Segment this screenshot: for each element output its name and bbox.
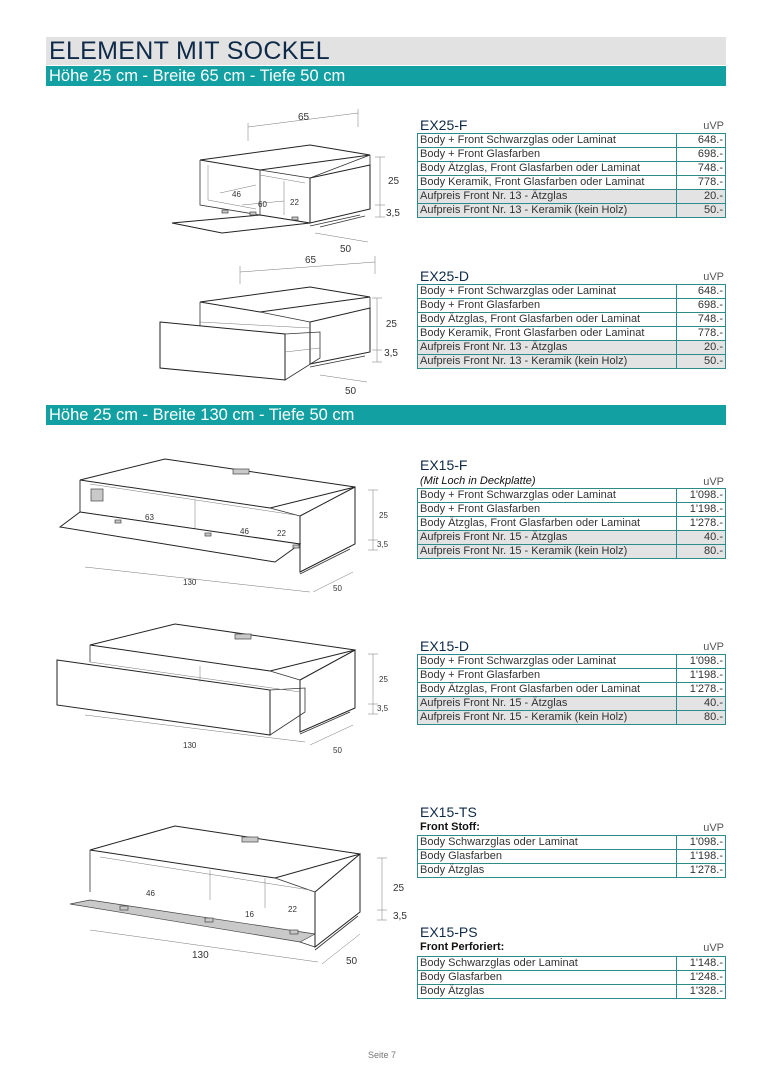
row-label: Body Glasfarben	[418, 971, 677, 985]
row-label: Body Ätzglas, Front Glasfarben oder Laminat	[418, 313, 677, 327]
page-title: ELEMENT MIT SOCKEL	[49, 37, 330, 65]
row-price: 1'278.-	[677, 683, 726, 697]
dim-inner-22: 22	[277, 529, 286, 538]
dim-width: 130	[192, 950, 209, 961]
price-table	[417, 284, 726, 369]
row-price: 778.-	[677, 176, 726, 190]
table-row	[418, 285, 726, 299]
row-label: Body Ätzglas, Front Glasfarben oder Laminat	[418, 517, 677, 531]
table-row	[418, 655, 726, 669]
product-name: EX15-D	[420, 638, 470, 654]
product-subtitle: Front Stoff:	[420, 821, 480, 833]
dim-depth: 50	[346, 956, 358, 967]
table-row	[418, 836, 726, 850]
product-name: EX15-TS	[420, 804, 477, 820]
dim-inner-22: 22	[290, 198, 299, 207]
row-label: Body Schwarzglas oder Laminat	[418, 957, 677, 971]
dim-height: 25	[393, 883, 405, 894]
dim-plinth: 3,5	[384, 348, 398, 359]
price-table	[417, 956, 726, 999]
table-row	[418, 683, 726, 697]
row-price: 1'098.-	[677, 655, 726, 669]
product-subtitle: Front Perforiert:	[420, 941, 505, 953]
row-price: 40.-	[677, 697, 726, 711]
row-price: 20.-	[677, 341, 726, 355]
dim-plinth: 3,5	[393, 911, 407, 922]
row-label: Body + Front Glasfarben	[418, 669, 677, 683]
table-row	[418, 148, 726, 162]
row-price: 1'328.-	[677, 985, 726, 999]
dim-inner-46: 46	[232, 190, 241, 199]
dim-inner-16: 16	[245, 910, 254, 919]
row-label: Aufpreis Front Nr. 13 - Ätzglas	[418, 190, 677, 204]
table-row	[418, 204, 726, 218]
table-row	[418, 355, 726, 369]
table-row	[418, 669, 726, 683]
row-price: 698.-	[677, 148, 726, 162]
row-label: Aufpreis Front Nr. 13 - Keramik (kein Holz)	[418, 204, 677, 218]
table-row	[418, 313, 726, 327]
row-price: 1'198.-	[677, 850, 726, 864]
table-row	[418, 341, 726, 355]
table-row	[418, 957, 726, 971]
row-label: Body Ätzglas	[418, 864, 677, 878]
row-label: Body + Front Glasfarben	[418, 148, 677, 162]
dim-plinth: 3,5	[386, 208, 400, 219]
drawing-ex25-d	[155, 252, 415, 402]
row-label: Aufpreis Front Nr. 15 - Ätzglas	[418, 531, 677, 545]
dim-depth: 50	[333, 584, 342, 593]
row-price: 698.-	[677, 299, 726, 313]
dim-width: 130	[183, 741, 197, 750]
row-price: 1'198.-	[677, 503, 726, 517]
row-label: Aufpreis Front Nr. 15 - Keramik (kein Holz)	[418, 711, 677, 725]
row-label: Body Glasfarben	[418, 850, 677, 864]
row-price: 1'098.-	[677, 489, 726, 503]
uvp-label: uVP	[703, 942, 724, 954]
row-price: 1'248.-	[677, 971, 726, 985]
row-label: Body + Front Glasfarben	[418, 299, 677, 313]
dim-inner-46: 46	[240, 527, 249, 536]
row-price: 50.-	[677, 355, 726, 369]
dim-depth: 50	[340, 244, 352, 255]
row-label: Body Keramik, Front Glasfarben oder Laminat	[418, 176, 677, 190]
product-name: EX15-F	[420, 457, 468, 473]
row-price: 80.-	[677, 545, 726, 559]
row-label: Body Keramik, Front Glasfarben oder Laminat	[418, 327, 677, 341]
dim-inner-63: 63	[145, 513, 154, 522]
price-table	[417, 133, 726, 218]
product-subtitle: (Mit Loch in Deckplatte)	[420, 475, 536, 487]
dim-inner-60: 60	[258, 200, 267, 209]
row-label: Aufpreis Front Nr. 15 - Ätzglas	[418, 697, 677, 711]
row-label: Body + Front Schwarzglas oder Laminat	[418, 134, 677, 148]
row-price: 1'098.-	[677, 836, 726, 850]
drawing-ex15-ts	[60, 812, 405, 972]
product-name: EX25-F	[420, 117, 468, 133]
row-price: 40.-	[677, 531, 726, 545]
table-row	[418, 985, 726, 999]
row-label: Aufpreis Front Nr. 15 - Keramik (kein Holz)	[418, 545, 677, 559]
row-label: Body + Front Schwarzglas oder Laminat	[418, 285, 677, 299]
dim-width: 65	[298, 112, 310, 123]
section-heading-text: Höhe 25 cm - Breite 65 cm - Tiefe 50 cm	[49, 67, 346, 85]
dim-plinth: 3,5	[377, 704, 389, 713]
uvp-label: uVP	[703, 120, 724, 132]
row-label: Body Schwarzglas oder Laminat	[418, 836, 677, 850]
uvp-label: uVP	[703, 476, 724, 488]
table-row	[418, 711, 726, 725]
dim-depth: 50	[333, 746, 342, 755]
row-price: 80.-	[677, 711, 726, 725]
row-price: 20.-	[677, 190, 726, 204]
uvp-label: uVP	[703, 822, 724, 834]
row-price: 648.-	[677, 134, 726, 148]
uvp-label: uVP	[703, 641, 724, 653]
table-row	[418, 517, 726, 531]
dim-inner-22: 22	[288, 905, 297, 914]
table-row	[418, 850, 726, 864]
drawing-ex15-d	[55, 620, 395, 760]
table-row	[418, 134, 726, 148]
price-table	[417, 488, 726, 559]
price-table	[417, 654, 726, 725]
row-label: Body + Front Glasfarben	[418, 503, 677, 517]
table-row	[418, 176, 726, 190]
table-row	[418, 299, 726, 313]
section-heading-130	[46, 405, 726, 425]
table-row	[418, 864, 726, 878]
dim-inner-46: 46	[146, 889, 155, 898]
drawing-ex15-f	[55, 452, 395, 602]
table-row	[418, 971, 726, 985]
dim-depth: 50	[345, 386, 357, 397]
table-row	[418, 503, 726, 517]
row-price: 748.-	[677, 162, 726, 176]
section-heading-65	[46, 66, 726, 86]
row-label: Body + Front Schwarzglas oder Laminat	[418, 655, 677, 669]
row-label: Aufpreis Front Nr. 13 - Keramik (kein Holz)	[418, 355, 677, 369]
table-row	[418, 531, 726, 545]
table-row	[418, 162, 726, 176]
row-label: Aufpreis Front Nr. 13 - Ätzglas	[418, 341, 677, 355]
row-price: 1'278.-	[677, 517, 726, 531]
dim-height: 25	[388, 176, 400, 187]
row-label: Body Ätzglas, Front Glasfarben oder Laminat	[418, 162, 677, 176]
row-label: Body Ätzglas, Front Glasfarben oder Laminat	[418, 683, 677, 697]
row-label: Body + Front Schwarzglas oder Laminat	[418, 489, 677, 503]
section-heading-text: Höhe 25 cm - Breite 130 cm - Tiefe 50 cm	[49, 406, 355, 424]
table-row	[418, 697, 726, 711]
row-price: 1'148.-	[677, 957, 726, 971]
row-price: 1'278.-	[677, 864, 726, 878]
dim-width: 65	[305, 255, 317, 266]
table-row	[418, 489, 726, 503]
table-row	[418, 327, 726, 341]
dim-plinth: 3,5	[377, 540, 389, 549]
table-row	[418, 190, 726, 204]
drawing-ex25-f	[160, 105, 410, 255]
product-name: EX15-PS	[420, 924, 478, 940]
product-name: EX25-D	[420, 268, 470, 284]
dim-height: 25	[379, 675, 388, 684]
row-price: 648.-	[677, 285, 726, 299]
row-price: 50.-	[677, 204, 726, 218]
price-table	[417, 835, 726, 878]
dim-height: 25	[385, 319, 397, 330]
row-price: 748.-	[677, 313, 726, 327]
page-number: Seite 7	[367, 1050, 397, 1060]
row-label: Body Ätzglas	[418, 985, 677, 999]
dim-width: 130	[183, 578, 197, 587]
table-row	[418, 545, 726, 559]
uvp-label: uVP	[703, 271, 724, 283]
page-title-bar	[46, 37, 726, 65]
row-price: 778.-	[677, 327, 726, 341]
row-price: 1'198.-	[677, 669, 726, 683]
dim-height: 25	[379, 511, 388, 520]
